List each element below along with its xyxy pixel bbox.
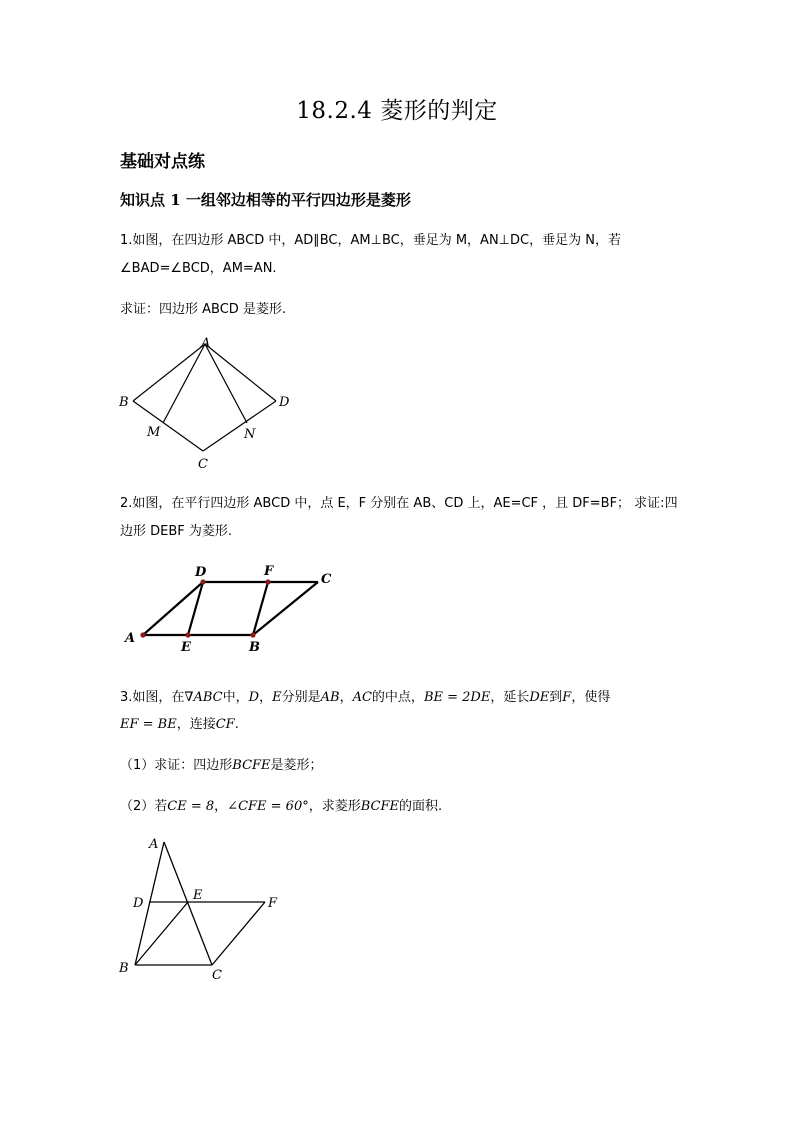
q3-text-line2: EF = BE，连接CF. (120, 717, 239, 732)
q3-part1: （1）求证：四边形BCFE是菱形； (120, 758, 323, 773)
q1-figure (110, 332, 310, 477)
q1-segment-am (163, 344, 205, 423)
q2-segment-ad (143, 582, 203, 635)
q1-label-a: A (201, 336, 211, 351)
q2-point-a (140, 632, 145, 637)
q3-label-f: F (268, 896, 278, 911)
q2-point-f (265, 579, 270, 584)
q3-figure (112, 830, 292, 985)
q2-figure (118, 560, 343, 660)
q3-label-c: C (212, 968, 222, 983)
q2-label-d: D (195, 565, 207, 580)
q2-point-d (200, 579, 205, 584)
q1-label-n: N (244, 427, 256, 442)
q2-point-b (250, 632, 255, 637)
knowledge-point-heading: 知识点 1 一组邻边相等的平行四边形是菱形 (120, 191, 411, 209)
q1-text-line2: ∠BAD=∠BCD，AM=AN. (120, 261, 277, 276)
q3-part2: （2）若CE = 8，∠CFE = 60°，求菱形BCFE的面积. (120, 799, 443, 814)
q2-label-b: B (249, 640, 260, 655)
q3-segment-cf (212, 902, 265, 965)
q3-condition-be: BE = 2DE (423, 690, 491, 705)
q2-text-line1: 2.如图，在平行四边形 ABCD 中，点 E，F 分别在 AB、CD 上，AE=CF ，且 DF=BF； 求证:四 (120, 496, 678, 511)
q1-label-m: M (147, 425, 161, 440)
q1-prove-line: 求证：四边形 ABCD 是菱形. (120, 302, 287, 317)
q3-label-b: B (119, 961, 129, 976)
q2-text-line2: 边形 DEBF 为菱形. (120, 524, 233, 539)
q2-label-e: E (181, 640, 191, 655)
q1-segment-an (205, 344, 247, 423)
q1-text-line1: 1.如图，在四边形 ABCD 中，AD∥BC，AM⊥BC，垂足为 M，AN⊥DC，垂足为 N，若 (120, 233, 621, 248)
q3-label-a: A (149, 837, 159, 852)
q2-label-c: C (321, 572, 332, 587)
q3-segment-ac (164, 842, 212, 965)
page-title: 18.2.4 菱形的判定 (296, 98, 498, 124)
q2-segment-bc (253, 582, 318, 635)
q3-label-e: E (193, 888, 203, 903)
q2-segment-bf (253, 582, 268, 635)
q3-condition-ef: EF = BE (120, 717, 177, 732)
q2-label-a: A (125, 631, 136, 646)
q2-label-f: F (264, 564, 274, 579)
q1-label-b: B (119, 395, 129, 410)
q3-text-line1: 3.如图，在∇ABC中，D，E分别是AB，AC的中点，BE = 2DE，延长DE到F，使得 (120, 690, 611, 705)
q1-segment-ad (205, 344, 276, 401)
q3-label-d: D (133, 896, 144, 911)
section-heading: 基础对点练 (120, 152, 205, 172)
q1-segment-ab (133, 344, 205, 401)
q3-triangle-abc: ∇ABC (184, 690, 223, 705)
q1-label-c: C (198, 457, 208, 472)
q1-segment-bc (133, 401, 203, 451)
q2-point-e (185, 632, 190, 637)
q1-label-d: D (279, 395, 290, 410)
